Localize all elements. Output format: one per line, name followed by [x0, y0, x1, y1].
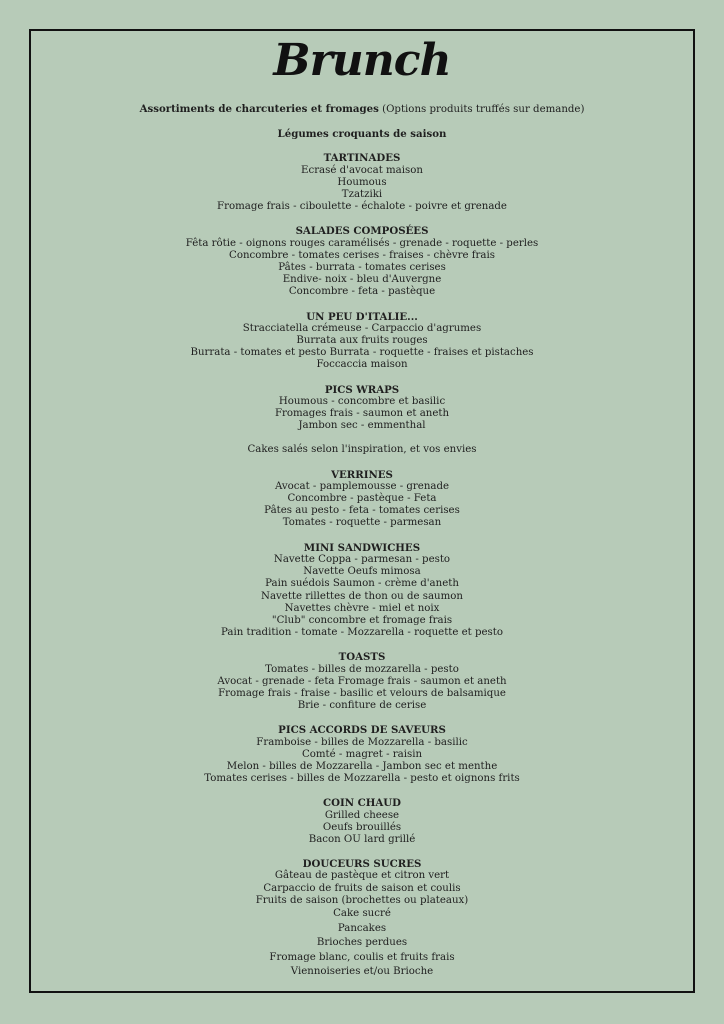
menu-item: Concombre - tomates cerises - fraises - chèvre frais: [229, 249, 495, 261]
menu-title: Brunch: [273, 35, 451, 86]
section-heading: VERRINES: [331, 468, 393, 481]
section-sandwiches: [31, 542, 693, 640]
menu-item: Brioches perdues: [316, 937, 408, 949]
menu-frame: [29, 29, 695, 993]
menu-item: Concombre - feta - pastèque: [288, 286, 436, 298]
menu-item: Grilled cheese: [324, 809, 400, 821]
menu-item: "Club" concombre et fromage frais: [271, 614, 453, 626]
section-chaud: [31, 797, 693, 846]
menu-item: Comté - magret - raisin: [301, 748, 423, 760]
menu-item: Stracciatella crémeuse - Carpaccio d'agrumes: [242, 322, 482, 334]
section-heading: TARTINADES: [323, 152, 401, 165]
menu-item: Carpaccio de fruits de saison et coulis: [263, 882, 461, 894]
menu-item: Houmous: [337, 176, 387, 188]
section-douceurs: [31, 858, 693, 980]
menu-item: Navettes chèvre - miel et noix: [284, 602, 440, 614]
menu-item: Pancakes: [337, 922, 387, 934]
menu-item: Oeufs brouillés: [322, 821, 402, 833]
section-wraps: [31, 384, 693, 433]
intro-charcuteries: [31, 103, 693, 116]
menu-item: Pâtes - burrata - tomates cerises: [278, 262, 446, 274]
menu-item: Endive- noix - bleu d'Auvergne: [282, 274, 442, 286]
section-toasts: [31, 651, 693, 712]
section-heading: PICS ACCORDS DE SAVEURS: [278, 724, 446, 737]
menu-item: Foccaccia maison: [316, 359, 408, 371]
section-heading: DOUCEURS SUCRES: [302, 858, 422, 871]
menu-item: Burrata - tomates et pesto Burrata - roquette - fraises et pistaches: [190, 347, 534, 359]
menu-item: Fromage frais - fraise - basilic et velours de balsamique: [218, 687, 506, 699]
menu-item: Houmous - concombre et basilic: [278, 395, 446, 407]
section-heading: COIN CHAUD: [323, 797, 401, 810]
menu-content: [31, 31, 693, 980]
section-heading: TOASTS: [338, 651, 386, 664]
douceurs-more: [31, 907, 693, 980]
menu-item: Tomates - billes de mozzarella - pesto: [265, 663, 459, 675]
section-verrines: [31, 469, 693, 530]
menu-item: Bacon OU lard grillé: [308, 833, 416, 845]
intro-charcuteries-note: (Options produits truffés sur demande): [382, 104, 585, 115]
menu-item: Avocat - grenade - feta Fromage frais - saumon et aneth: [217, 675, 507, 687]
menu-item: Fromage blanc, coulis et fruits frais: [269, 951, 455, 963]
menu-item: Brie - confiture de cerise: [297, 700, 427, 712]
intro-legumes: Légumes croquants de saison: [277, 128, 447, 141]
section-heading: UN PEU D'ITALIE...: [306, 310, 418, 323]
menu-item: Avocat - pamplemousse - grenade: [274, 480, 450, 492]
menu-item: Fêta rôtie - oignons rouges caramélisés - grenade - roquette - perles: [185, 237, 539, 249]
menu-item: Gâteau de pastèque et citron vert: [274, 870, 450, 882]
menu-item: Navette Coppa - parmesan - pesto: [273, 553, 451, 565]
menu-item: Pain tradition - tomate - Mozzarella - roquette et pesto: [220, 627, 504, 639]
section-salades: [31, 225, 693, 298]
menu-item: Jambon sec - emmenthal: [298, 420, 426, 432]
section-accords: [31, 724, 693, 785]
cakes-note: Cakes salés selon l'inspiration, et vos envies: [247, 444, 477, 456]
menu-item: Tomates cerises - billes de Mozzarella - pesto et oignons frits: [204, 773, 520, 785]
menu-item: Viennoiseries et/ou Brioche: [290, 966, 434, 978]
section-heading: SALADES COMPOSÉES: [295, 225, 429, 238]
menu-item: Ecrasé d'avocat maison: [301, 164, 423, 176]
menu-item: Concombre - pastèque - Feta: [287, 493, 437, 505]
section-heading: MINI SANDWICHES: [303, 541, 421, 554]
menu-item: Fromage frais - ciboulette - échalote - poivre et grenade: [217, 201, 507, 213]
section-italie: [31, 311, 693, 372]
menu-item: Pâtes au pesto - feta - tomates cerises: [264, 505, 460, 517]
menu-item: Burrata aux fruits rouges: [296, 335, 428, 347]
menu-item: Cake sucré: [333, 907, 391, 919]
menu-item: Navette rillettes de thon ou de saumon: [261, 590, 463, 602]
menu-item: Navette Oeufs mimosa: [303, 566, 421, 578]
menu-item: Tomates - roquette - parmesan: [282, 517, 442, 529]
menu-item: Pain suédois Saumon - crème d'aneth: [265, 578, 459, 590]
section-heading: PICS WRAPS: [324, 383, 400, 396]
intro-charcuteries-label: Assortiments de charcuteries et fromages: [139, 103, 379, 115]
section-tartinades: [31, 152, 693, 213]
menu-item: Tzatziki: [341, 189, 383, 201]
menu-item: Melon - billes de Mozzarella - Jambon sec et menthe: [226, 760, 498, 772]
menu-item: Fromages frais - saumon et aneth: [274, 408, 450, 420]
menu-item: Fruits de saison (brochettes ou plateaux): [255, 894, 469, 906]
menu-item: Framboise - billes de Mozzarella - basilic: [256, 736, 468, 748]
